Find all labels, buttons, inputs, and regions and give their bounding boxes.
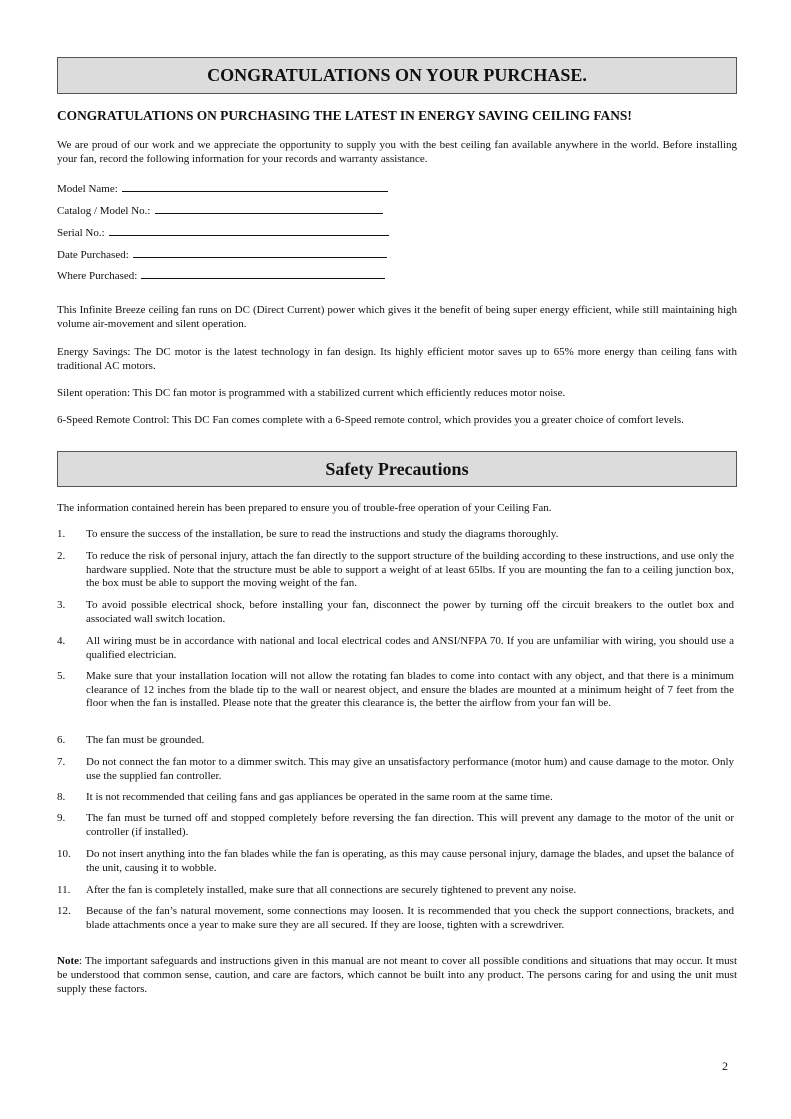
model-name-label: Model Name:: [57, 183, 118, 195]
list-item-number: 8.: [57, 791, 66, 803]
list-item-number: 4.: [57, 635, 66, 647]
note-text: : The important safeguards and instructions given in this manual are not meant to cover all possible conditions and situations that may occur. It must be understood that common sense, caution, and care are factors, which cannot be built into any product. The persons caring for and using the unit must supply these factors.: [57, 955, 737, 995]
purchase-banner-title: CONGRATULATIONS ON YOUR PURCHASE.: [57, 57, 737, 94]
date-purchased-blank-line: [133, 246, 387, 258]
where-purchased-blank-line: [141, 267, 385, 279]
list-item-text: Do not connect the fan motor to a dimmer switch. This may give an unsatisfactory performance (motor hum) and cause damage to the motor. Only use the supplied fan controller.: [86, 756, 734, 782]
where-purchased-field: [57, 267, 385, 283]
note-paragraph: [57, 954, 737, 996]
list-item-number: 11.: [57, 884, 71, 896]
energy-savings-paragraph: Energy Savings: The DC motor is the latest technology in fan design. Its highly efficient motor saves up to 65% more energy than ceiling fans with traditional AC motors.: [57, 346, 737, 372]
list-item-text: To avoid possible electrical shock, before installing your fan, disconnect the power by turning off the circuit breakers to the outlet box and associated wall switch location.: [86, 599, 734, 625]
catalog-model-label: Catalog / Model No.:: [57, 205, 151, 217]
list-item-number: 12.: [57, 905, 71, 917]
safety-intro-paragraph: The information contained herein has been prepared to ensure you of trouble-free operation of your Ceiling Fan.: [57, 502, 552, 514]
where-purchased-label: Where Purchased:: [57, 270, 138, 282]
list-item-text: The fan must be grounded.: [86, 734, 205, 746]
serial-blank-line: [109, 224, 389, 236]
model-name-field: [57, 180, 388, 196]
list-item-text: The fan must be turned off and stopped completely before reversing the fan direction. This will prevent any damage to the motor of the unit or controller (if installed).: [86, 812, 734, 838]
catalog-model-blank-line: [155, 202, 383, 214]
list-item-number: 6.: [57, 734, 66, 746]
date-purchased-field: [57, 246, 387, 262]
safety-precautions-banner: Safety Precautions: [57, 451, 737, 487]
catalog-model-field: [57, 202, 383, 218]
serial-field: [57, 224, 389, 240]
list-item-number: 10.: [57, 848, 71, 860]
list-item-number: 1.: [57, 528, 66, 540]
intro-paragraph: We are proud of our work and we appreciate the opportunity to supply you with the best ceiling fan available anywhere in the world. Before installing your fan, record the following information for your records and warranty assistance.: [57, 139, 737, 165]
remote-control-paragraph: 6-Speed Remote Control: This DC Fan comes complete with a 6-Speed remote control, which provides you a greater choice of comfort levels.: [57, 414, 684, 426]
list-item-number: 5.: [57, 670, 66, 682]
list-item-text: To reduce the risk of personal injury, attach the fan directly to the support structure of the building according to these instructions, and use only the hardware supplied. Note that the structure must be able to support a weight of at least 65lbs. If you are mounting the fan to a ceiling junction box, the box must be able to support the moving weight of the fan.: [86, 550, 734, 590]
date-purchased-label: Date Purchased:: [57, 249, 129, 261]
congratulations-subheading: CONGRATULATIONS ON PURCHASING THE LATEST IN ENERGY SAVING CEILING FANS!: [57, 108, 632, 123]
page-number: 2: [722, 1059, 728, 1073]
serial-label: Serial No.:: [57, 227, 105, 239]
list-item-text: Do not insert anything into the fan blades while the fan is operating, as this may cause personal injury, damage the blades, and upset the balance of the unit, causing it to wobble.: [86, 848, 734, 874]
list-item-text: Because of the fan’s natural movement, some connections may loosen. It is recommended that you check the support connections, brackets, and blade attachments once a year to make sure they are all secured. If they are loose, tighten with a screwdriver.: [86, 905, 734, 931]
list-item-number: 7.: [57, 756, 66, 768]
model-name-blank-line: [122, 180, 388, 192]
list-item-number: 9.: [57, 812, 66, 824]
list-item-text: After the fan is completely installed, make sure that all connections are securely tightened to prevent any noise.: [86, 884, 577, 896]
note-label: Note: [57, 955, 79, 967]
list-item-text: All wiring must be in accordance with national and local electrical codes and ANSI/NFPA 70. If you are unfamiliar with wiring, you should use a qualified electrician.: [86, 635, 734, 661]
silent-operation-paragraph: Silent operation: This DC fan motor is programmed with a stabilized current which efficiently reduces motor noise.: [57, 387, 566, 399]
list-item-number: 2.: [57, 550, 66, 562]
list-item-text: Make sure that your installation location will not allow the rotating fan blades to come into contact with any object, and that there is a minimum clearance of 12 inches from the blade tip to the wall or nearest object, and ensure the blades are mounted at a minimum height of 7 feet from the floor when the fan is installed. Please note that the greater this clearance is, the better the airflow from your fan will be.: [86, 670, 734, 710]
dc-power-paragraph: This Infinite Breeze ceiling fan runs on DC (Direct Current) power which gives it the benefit of being super energy efficient, while still maintaining high volume air-movement and silent operation.: [57, 304, 737, 330]
list-item-text: It is not recommended that ceiling fans and gas appliances be operated in the same room at the same time.: [86, 791, 553, 803]
list-item-text: To ensure the success of the installation, be sure to read the instructions and study the diagrams thoroughly.: [86, 528, 559, 540]
list-item-number: 3.: [57, 599, 66, 611]
